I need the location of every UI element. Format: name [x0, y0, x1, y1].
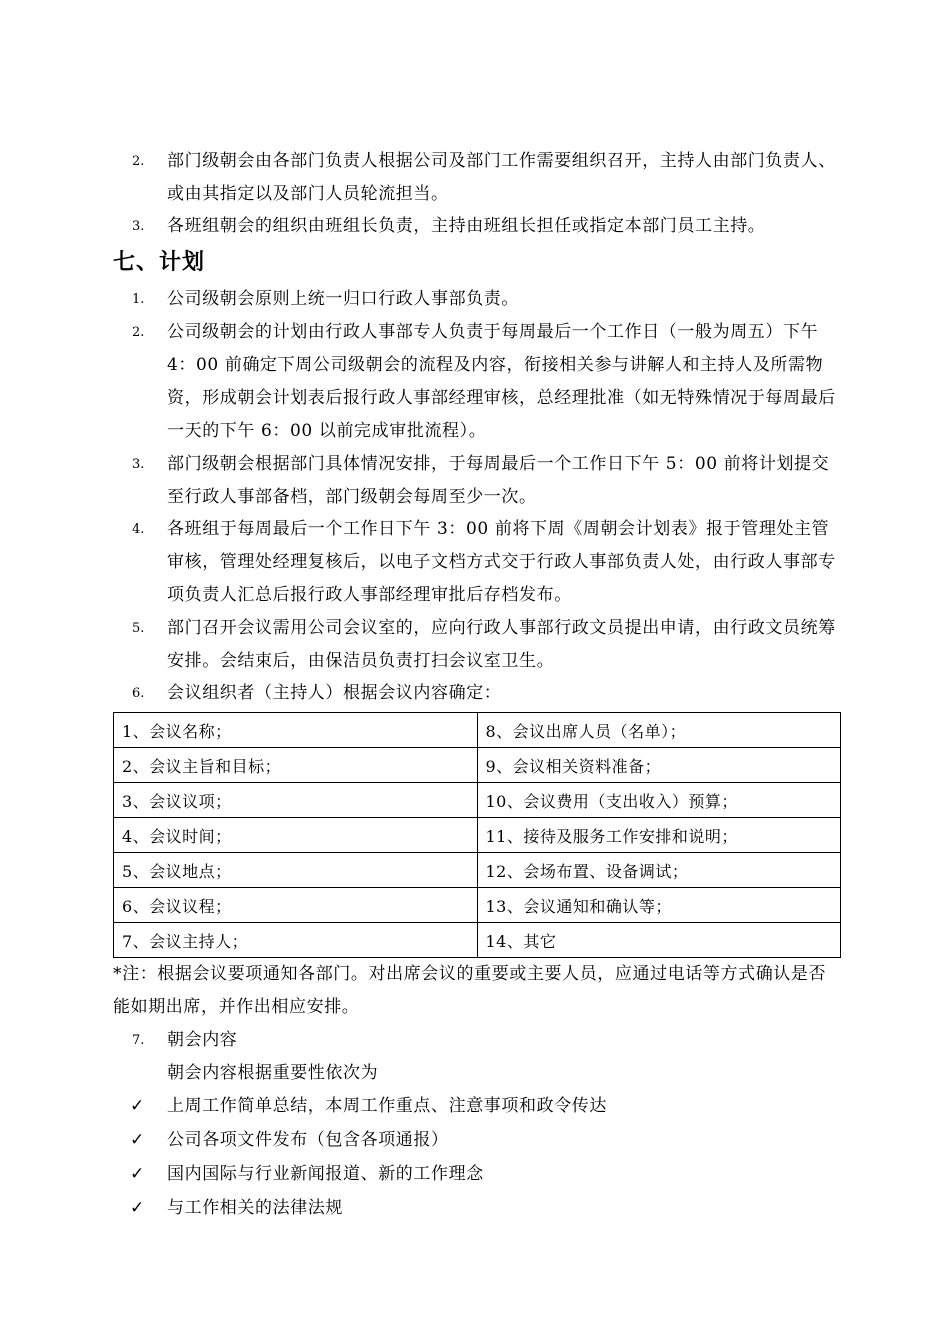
check-icon: ✓ [130, 1198, 145, 1218]
checklist-text: 与工作相关的法律法规 [167, 1198, 343, 1218]
meeting-requirements-table [113, 712, 841, 958]
table-row [114, 748, 841, 783]
list-item [120, 316, 845, 448]
table-cell: 10、会议费用（支出收入）预算； [477, 783, 841, 818]
list-item [120, 513, 845, 612]
checklist-item [130, 1192, 845, 1225]
table-cell: 4、会议时间； [114, 818, 478, 853]
list-item [120, 145, 845, 211]
item7-subtext: 朝会内容根据重要性依次为 [167, 1063, 379, 1083]
list-item [120, 283, 845, 316]
table-row [114, 783, 841, 818]
list-text: 部门级朝会根据部门具体情况安排，于每周最后一个工作日下午 5：00 前将计划提交至行政人事部备档，部门级朝会每周至少一次。 [167, 454, 830, 507]
table-row [114, 923, 841, 958]
list-number: 2. [132, 325, 145, 340]
list-text: 朝会内容 [167, 1030, 238, 1050]
table-row [114, 713, 841, 748]
checklist-item [130, 1124, 845, 1157]
table-cell: 2、会议主旨和目标； [114, 748, 478, 783]
table-cell: 11、接待及服务工作安排和说明； [477, 818, 841, 853]
checklist-text: 公司各项文件发布（包含各项通报） [167, 1130, 449, 1150]
list-item [120, 1024, 845, 1057]
table-cell: 5、会议地点； [114, 853, 478, 888]
list-number: 1. [132, 292, 145, 307]
check-icon: ✓ [130, 1130, 145, 1150]
section-heading: 七、计划 [113, 250, 206, 275]
list-item [120, 448, 845, 514]
checklist-item [130, 1090, 845, 1123]
list-text: 各班组朝会的组织由班组长负责，主持由班组长担任或指定本部门员工主持。 [167, 216, 766, 236]
table-cell: 12、会场布置、设备调试； [477, 853, 841, 888]
list-text: 各班组于每周最后一个工作日下午 3：00 前将下周《周朝会计划表》报于管理处主管审核，管理处经理复核后，以电子文档方式交于行政人事部负责人处，由行政人事部专项负责人汇总后报行政人事部经理审批后存档发布。 [167, 519, 836, 605]
checklist-text: 国内国际与行业新闻报道、新的工作理念 [167, 1164, 484, 1184]
check-icon: ✓ [130, 1164, 145, 1184]
table-cell: 3、会议议项； [114, 783, 478, 818]
table-cell: 7、会议主持人； [114, 923, 478, 958]
table-note: *注：根据会议要项通知各部门。对出席会议的重要或主要人员，应通过电话等方式确认是否能如期出席，并作出相应安排。 [113, 964, 827, 1017]
list-item [120, 612, 845, 678]
list-number: 4. [132, 522, 145, 537]
list-text: 公司级朝会的计划由行政人事部专人负责于每周最后一个工作日（一般为周五）下午 4：00 前确定下周公司级朝会的流程及内容，衔接相关参与讲解人和主持人及所需物资，形成朝会计划表后报行政人事部经理审核，总经理批准（如无特殊情况于每周最后一天的下午 6：00 以前完成审批流程）。 [167, 322, 836, 441]
table-cell: 13、会议通知和确认等； [477, 888, 841, 923]
table-cell: 6、会议议程； [114, 888, 478, 923]
list-number: 7. [132, 1033, 145, 1048]
list-text: 部门召开会议需用公司会议室的，应向行政人事部行政文员提出申请，由行政文员统筹安排。会结束后，由保洁员负责打扫会议室卫生。 [167, 618, 836, 671]
checklist-text: 上周工作简单总结，本周工作重点、注意事项和政令传达 [167, 1096, 607, 1116]
list-number: 5. [132, 621, 145, 636]
table-cell: 14、其它 [477, 923, 841, 958]
list-number: 3. [132, 219, 145, 234]
list-item [120, 210, 845, 243]
list-number: 6. [132, 686, 145, 701]
table-cell: 9、会议相关资料准备； [477, 748, 841, 783]
list-text: 会议组织者（主持人）根据会议内容确定： [167, 683, 502, 703]
table-row [114, 888, 841, 923]
table-cell: 1、会议名称； [114, 713, 478, 748]
list-item [120, 677, 845, 710]
table-row [114, 853, 841, 888]
list-number: 3. [132, 457, 145, 472]
list-text: 部门级朝会由各部门负责人根据公司及部门工作需要组织召开，主持人由部门负责人、或由其指定以及部门人员轮流担当。 [167, 151, 836, 204]
list-number: 2. [132, 154, 145, 169]
checklist-item [130, 1158, 845, 1191]
table-row [114, 818, 841, 853]
table-cell: 8、会议出席人员（名单）； [477, 713, 841, 748]
check-icon: ✓ [130, 1096, 145, 1116]
list-text: 公司级朝会原则上统一归口行政人事部负责。 [167, 289, 519, 309]
